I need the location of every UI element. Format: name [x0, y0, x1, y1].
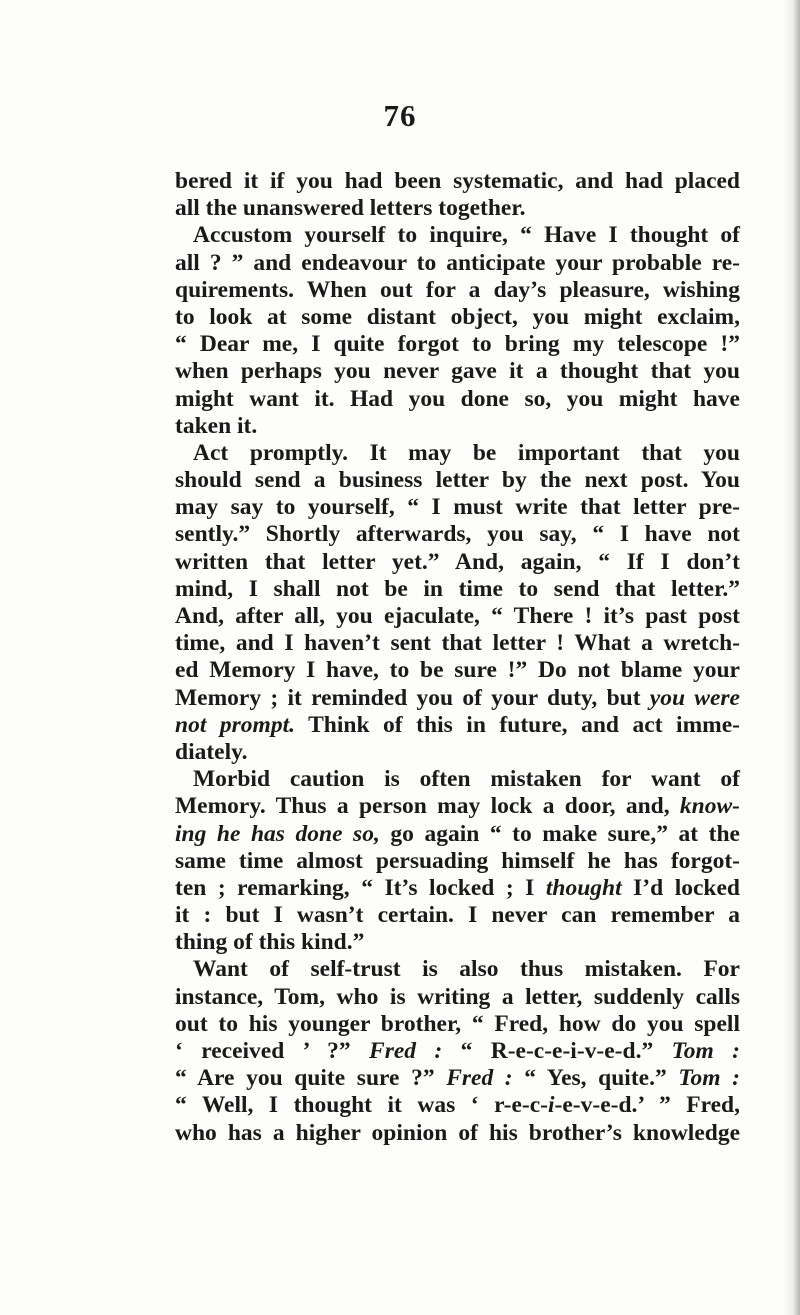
text-line: to look at some distant object, you might exclaim,	[175, 303, 740, 330]
italic-phrase: thought	[545, 874, 622, 901]
text-line: diately.	[175, 738, 248, 765]
text-line: who has a higher opinion of his brother’s knowledge	[175, 1119, 740, 1146]
text-line: all ? ” and endeavour to anticipate your probable re-	[175, 249, 740, 276]
body-text	[175, 168, 740, 1147]
text-line: Want of self-trust is also thus mistaken. For	[193, 956, 740, 983]
italic-phrase: Fred :	[369, 1038, 443, 1064]
text-line: same time almost persuading himself he has forgot-	[175, 847, 740, 874]
text-line: “ Well, I thought it was ‘ r-e-c-i-e-v-e-d.’ ” Fred,	[175, 1092, 740, 1119]
text-line: not prompt. Think of this in future, and act imme-	[175, 711, 740, 738]
text-line: bered it if you had been systematic, and had placed	[175, 168, 740, 194]
italic-phrase: Tom :	[671, 1038, 741, 1064]
text-line: “ Dear me, I quite forgot to bring my telescope !”	[175, 331, 740, 358]
text-line: might want it. Had you done so, you might have	[175, 385, 740, 412]
text-line: mind, I shall not be in time to send that letter.”	[175, 575, 740, 602]
text-line: Memory. Thus a person may lock a door, and, know-	[175, 793, 740, 820]
italic-phrase: ing he has done so,	[175, 820, 380, 847]
text-line: ed Memory I have, to be sure !” Do not blame your	[175, 657, 740, 684]
text-line: sently.” Shortly afterwards, you say, “ I have not	[175, 521, 740, 548]
text-line: should send a business letter by the next post. You	[175, 467, 740, 494]
text-line: ‘ received ’ ?” Fred : “ R-e-c-e-i-v-e-d.” Tom :	[175, 1038, 741, 1064]
italic-phrase: not prompt.	[175, 711, 295, 738]
text-line: quirements. When out for a day’s pleasure, wishing	[175, 276, 740, 303]
italic-letter: i	[548, 1092, 555, 1119]
page-edge-shadow	[782, 0, 800, 1315]
text-line: “ Are you quite sure ?” Fred : “ Yes, quite.” Tom :	[175, 1065, 741, 1092]
italic-phrase: Tom :	[678, 1065, 741, 1092]
italic-phrase: you were	[649, 684, 740, 711]
text-line: And, after all, you ejaculate, “ There ! it’s past post	[175, 603, 740, 629]
text-line: Act promptly. It may be important that you	[193, 439, 740, 466]
italic-phrase: know-	[679, 793, 740, 820]
text-line: time, and I haven’t sent that letter ! What a wretch-	[175, 630, 740, 657]
text-line: all the unanswered letters together.	[175, 195, 526, 222]
text-line: out to his younger brother, “ Fred, how do you spell	[175, 1010, 740, 1037]
text-line: Memory ; it reminded you of your duty, but you were	[175, 684, 740, 711]
text-line: thing of this kind.”	[175, 929, 365, 956]
text-line: written that letter yet.” And, again, “ If I don’t	[175, 548, 740, 575]
text-line: Morbid caution is often mistaken for want of	[193, 766, 740, 793]
text-line: Accustom yourself to inquire, “ Have I thought of	[193, 222, 740, 249]
page-number: 76	[383, 98, 417, 133]
text-line: it : but I wasn’t certain. I never can remember a	[175, 902, 740, 929]
text-line: taken it.	[175, 412, 258, 439]
text-line: may say to yourself, “ I must write that letter pre-	[175, 494, 740, 521]
text-line: ing he has done so, go again “ to make sure,” at the	[175, 820, 740, 847]
italic-phrase: Fred :	[446, 1065, 513, 1092]
text-line: when perhaps you never gave it a thought that you	[175, 358, 740, 385]
text-line: ten ; remarking, “ It’s locked ; I thought I’d locked	[175, 874, 740, 901]
text-line: instance, Tom, who is writing a letter, suddenly calls	[175, 983, 740, 1010]
